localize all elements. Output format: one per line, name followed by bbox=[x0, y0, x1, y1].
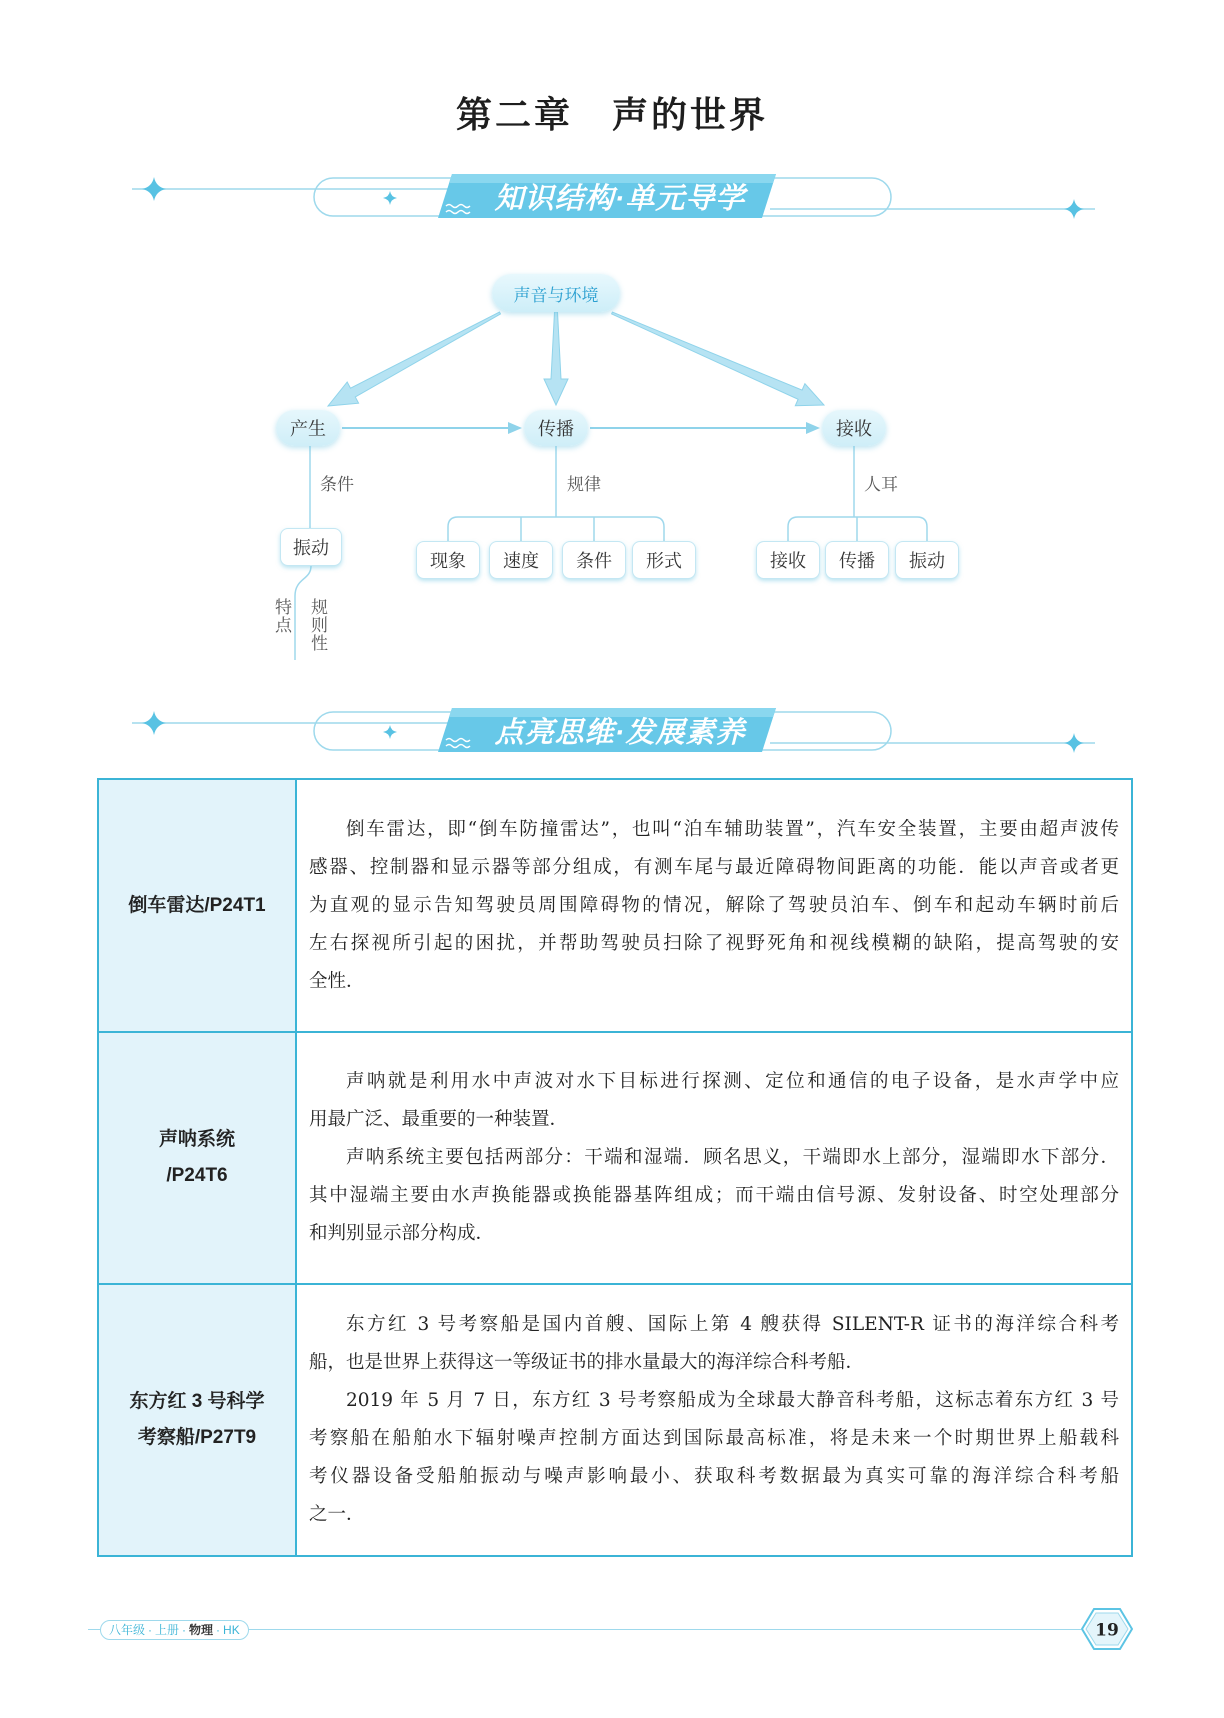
paragraph-line: 和判别显示部分构成． bbox=[309, 1223, 495, 1244]
footer-subject: 物理 bbox=[189, 1623, 214, 1637]
banner-ribbon-highlight bbox=[449, 708, 776, 717]
sparkle-star-icon bbox=[1064, 733, 1084, 753]
paragraph-line: 用最广泛、最重要的一种装置． bbox=[309, 1109, 569, 1130]
feature-value-label: 规则性 bbox=[307, 598, 327, 652]
knowledge-table bbox=[97, 778, 1133, 1557]
paragraph-line: 其中湿端主要由水声换能器或换能器基阵组成；而干端由信号源、发射设备、时空处理部分 bbox=[309, 1185, 1119, 1206]
mindmap-node-produce: 产生 bbox=[276, 410, 340, 446]
paragraph-line: 感器、控制器和显示器等部分组成，有测车尾与最近障碍物间距离的功能．能以声音或者更 bbox=[309, 856, 1119, 878]
bracket-propagate-children bbox=[448, 517, 664, 541]
topic-line: 东方红 3 号科学 bbox=[129, 1391, 265, 1412]
mindmap-leaf-speed: 速度 bbox=[489, 541, 553, 579]
mindmap-leaf-phenomenon: 现象 bbox=[416, 541, 480, 579]
arrow-root-to-receive bbox=[612, 312, 824, 406]
row-content bbox=[297, 1285, 1131, 1555]
paragraph-line: 东方红 3 号考察船是国内首艘、国际上第 4 艘获得 SILENT-R 证书的海洋综合科考 bbox=[346, 1314, 1119, 1335]
paragraph-line: 2019 年 5 月 7 日，东方红 3 号考察船成为全球最大静音科考船，这标志着东方红 3 号 bbox=[346, 1390, 1119, 1411]
bracket-receive-children bbox=[788, 517, 927, 541]
footer-volume: 上册 bbox=[155, 1623, 180, 1637]
section-banner-thinking bbox=[0, 702, 1224, 762]
paragraph-line: 声呐系统主要包括两部分：干端和湿端．顾名思义，干端即水上部分，湿端即水下部分． bbox=[346, 1147, 1119, 1168]
footer-edition: HK bbox=[223, 1623, 240, 1637]
table-row bbox=[99, 780, 1131, 1031]
arrowhead-propagate-to-receive bbox=[806, 422, 820, 434]
paragraph-line: 声呐就是利用水中声波对水下目标进行探测、定位和通信的电子设备，是水声学中应 bbox=[346, 1071, 1119, 1092]
arrowhead-produce-to-propagate bbox=[508, 422, 522, 434]
relation-label-ear: 人耳 bbox=[864, 475, 898, 495]
table-row bbox=[99, 1283, 1131, 1555]
footer-separator: · bbox=[216, 1623, 221, 1637]
footer-separator: · bbox=[182, 1623, 187, 1637]
topic-line: 倒车雷达/P24T1 bbox=[128, 894, 266, 916]
paragraph-line: 倒车雷达，即“倒车防撞雷达”，也叫“泊车辅助装置”，汽车安全装置，主要由超声波传 bbox=[346, 818, 1119, 840]
chapter-title: 第二章 声的世界 bbox=[455, 94, 768, 135]
mindmap-leaf-condition: 条件 bbox=[562, 541, 626, 579]
mindmap-node-propagate: 传播 bbox=[524, 410, 588, 446]
table-row bbox=[99, 1031, 1131, 1283]
sparkle-star-icon bbox=[142, 711, 166, 735]
relation-label-condition: 条件 bbox=[320, 475, 354, 495]
banner-title: 知识结构·单元导学 bbox=[494, 183, 746, 215]
arrow-root-to-produce bbox=[328, 312, 501, 406]
paragraph-line: 船，也是世界上获得这一等级证书的排水量最大的海洋综合科考船． bbox=[309, 1352, 865, 1373]
mindmap-leaf-propagate: 传播 bbox=[825, 541, 889, 579]
banner-title: 点亮思维·发展素养 bbox=[494, 717, 746, 749]
topic-line: 声呐系统 bbox=[158, 1129, 235, 1150]
row-content bbox=[297, 780, 1131, 1031]
footer-separator: · bbox=[148, 1623, 153, 1637]
paragraph-line: 考察船在船舶水下辐射噪声控制方面达到国际最高标准，将是未来一个时期世界上船载科 bbox=[309, 1428, 1119, 1449]
topic-line: /P24T6 bbox=[166, 1165, 228, 1186]
mindmap-root-node: 声音与环境 bbox=[492, 274, 620, 312]
row-topic bbox=[99, 1285, 297, 1555]
mindmap-leaf-vibration-ear: 振动 bbox=[895, 541, 959, 579]
mindmap-node-receive: 接收 bbox=[822, 410, 886, 446]
row-content bbox=[297, 1033, 1131, 1283]
arrow-root-to-propagate bbox=[544, 312, 568, 405]
relation-label-rule: 规律 bbox=[567, 475, 601, 495]
paragraph-line: 考仪器设备受船舶振动与噪声影响最小、获取科考数据最为真实可靠的海洋综合科考船 bbox=[309, 1466, 1119, 1487]
feature-aspect-label: 特点 bbox=[271, 598, 291, 634]
row-topic bbox=[99, 780, 297, 1031]
mindmap-leaf-vibration: 振动 bbox=[280, 528, 342, 566]
paragraph-line: 左右探视所引起的困扰，并帮助驾驶员扫除了视野死角和视线模糊的缺陷，提高驾驶的安 bbox=[309, 932, 1119, 954]
page-number: 19 bbox=[1095, 1620, 1119, 1641]
page-number-badge bbox=[1081, 1607, 1133, 1651]
row-topic bbox=[99, 1033, 297, 1283]
paragraph-line: 之一． bbox=[309, 1504, 365, 1525]
sparkle-star-icon bbox=[383, 725, 397, 739]
topic-line: 考察船/P27T9 bbox=[137, 1427, 257, 1448]
footer-book-label bbox=[100, 1620, 249, 1640]
mindmap-leaf-form: 形式 bbox=[632, 541, 696, 579]
mindmap-connectors bbox=[0, 0, 1224, 700]
paragraph-line: 为直观的显示告知驾驶员周围障碍物的情况，解除了驾驶员泊车、倒车和起动车辆时前后 bbox=[309, 894, 1119, 916]
paragraph-line: 全性． bbox=[309, 970, 365, 992]
mindmap-leaf-receive: 接收 bbox=[756, 541, 820, 579]
footer-grade: 八年级 bbox=[109, 1623, 146, 1637]
